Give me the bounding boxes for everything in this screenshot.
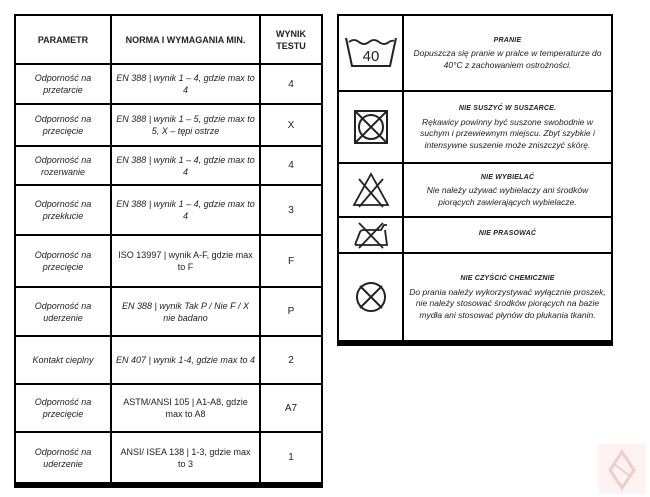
no-dry-clean-icon: [351, 277, 391, 317]
row-result: 2: [261, 337, 321, 383]
care-text-cell: [404, 16, 611, 90]
row-param: Odporność na przecięcie: [16, 105, 110, 145]
header-result: WYNIK TESTU: [261, 16, 321, 63]
care-symbol-cell: [339, 218, 402, 252]
no-iron-icon: [351, 221, 391, 249]
row-norm: ANSI/ ISEA 138 | 1-3, gdzie max to 3: [112, 433, 259, 482]
care-title: NIE SUSZYĆ W SUSZARCE.: [458, 105, 557, 112]
care-description: Rękawicy powinny być suszone swobodnie w suchym i przewiewnym miejscu. Zbyt szybkie i intensywne suszenie może zniszczyć skórę.: [420, 116, 595, 150]
row-result: A7: [261, 385, 321, 431]
care-title: NIE CZYŚCIĆ CHEMICZNIE: [460, 275, 555, 282]
header-param: PARAMETR: [16, 16, 110, 63]
row-result: F: [261, 236, 321, 286]
row-result: P: [261, 288, 321, 335]
no-tumble-dry-icon: [351, 107, 391, 147]
care-title: NIE PRASOWAĆ: [478, 230, 537, 238]
specification-table: [14, 14, 323, 488]
care-title: NIE WYBIELAĆ: [480, 173, 535, 181]
care-title: PRANIE: [493, 36, 522, 44]
care-symbol-cell: [339, 16, 402, 90]
row-result: X: [261, 105, 321, 145]
care-description: Nie należy używać wybielaczy ani środków piorących zawierających wybielacze.: [426, 185, 589, 207]
care-instructions-table: [337, 14, 613, 346]
row-norm: ASTM/ANSI 105 | A1-A8, gdzie max to A8: [112, 385, 259, 431]
row-result: 4: [261, 147, 321, 184]
row-result: 1: [261, 433, 321, 482]
row-param: Odporność na przetarcie: [16, 65, 110, 103]
row-norm: EN 388 | wynik 1 – 4, gdzie max to 4: [112, 65, 259, 103]
wash-temp-label: 40: [362, 48, 379, 65]
row-norm: EN 388 | wynik 1 – 4, gdzie max to 4: [112, 186, 259, 234]
row-norm: EN 407 | wynik 1-4, gdzie max to 4: [112, 337, 259, 383]
row-param: Odporność na przecięcie: [16, 385, 110, 431]
row-param: Odporność na uderzenie: [16, 433, 110, 482]
row-norm: EN 388 | wynik Tak P / Nie F / X nie badano: [112, 288, 259, 335]
header-norm: NORMA I WYMAGANIA MIN.: [112, 16, 259, 63]
row-param: Odporność na przecięcie: [16, 236, 110, 286]
row-param: Odporność na przekłucie: [16, 186, 110, 234]
care-text-cell: [404, 254, 611, 340]
care-text-cell: [404, 92, 611, 162]
care-symbol-cell: [339, 164, 402, 216]
row-norm: EN 388 | wynik 1 – 4, gdzie max to 4: [112, 147, 259, 184]
brand-watermark-icon: [598, 444, 646, 494]
row-norm: ISO 13997 | wynik A-F, gdzie max to F: [112, 236, 259, 286]
care-text-cell: [404, 164, 611, 216]
row-param: Odporność na uderzenie: [16, 288, 110, 335]
row-param: Odporność na rozerwanie: [16, 147, 110, 184]
row-norm: EN 388 | wynik 1 – 5, gdzie max to 5, X – tępi ostrze: [112, 105, 259, 145]
care-symbol-cell: [339, 92, 402, 162]
care-description: Do prania należy wykorzystywać wyłącznie proszek, nie należy stosować środków piorących na bazie mydła ani stosować płynów do płukania tkanin.: [409, 286, 606, 320]
row-result: 3: [261, 186, 321, 234]
care-symbol-cell: [339, 254, 402, 340]
row-param: Kontakt cieplny: [16, 337, 110, 383]
wash-40-icon: [343, 30, 399, 76]
no-bleach-icon: [351, 171, 391, 209]
care-description: Dopuszcza się pranie w pralce w temperaturze do 40°C z zachowaniem ostrożności.: [413, 48, 602, 70]
care-text-cell: [404, 218, 611, 252]
row-result: 4: [261, 65, 321, 103]
